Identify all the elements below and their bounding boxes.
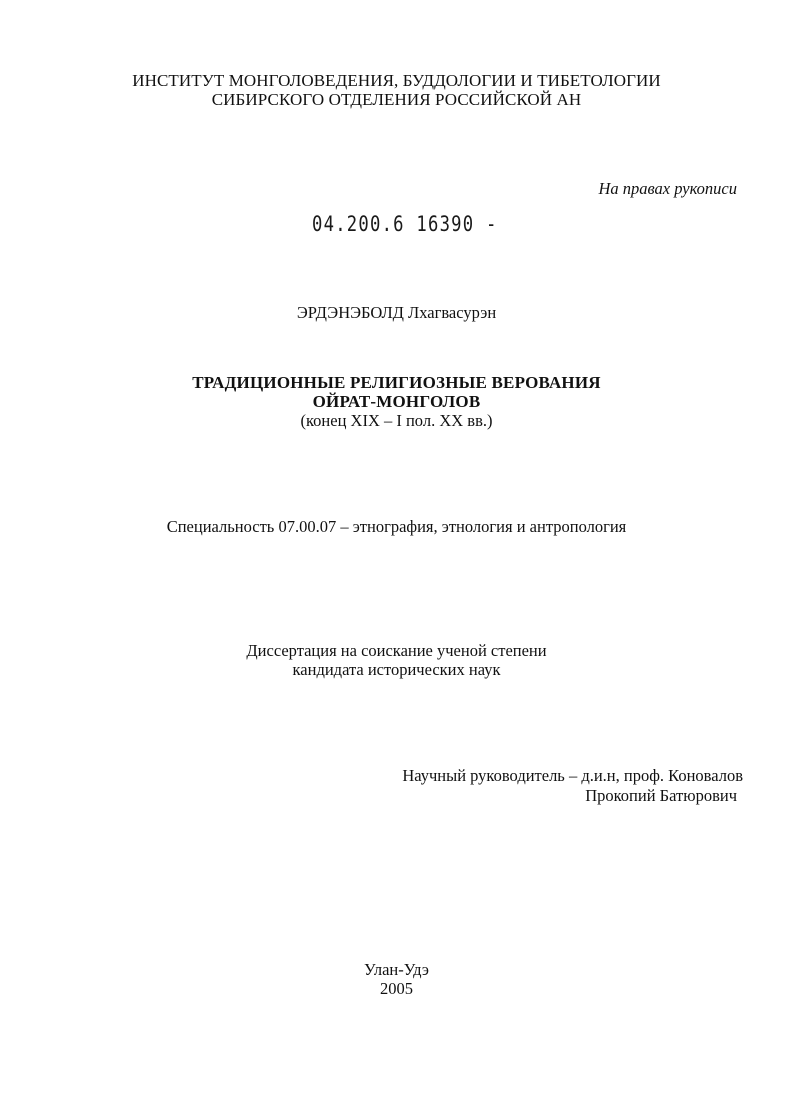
scientific-supervisor-line-1: Научный руководитель – д.и.н, проф. Коновалов [402, 766, 743, 785]
dissertation-title-line-2: ОЙРАТ-МОНГОЛОВ [312, 392, 481, 411]
dissertation-title-line-1: ТРАДИЦИОННЫЕ РЕЛИГИОЗНЫЕ ВЕРОВАНИЯ [192, 373, 601, 392]
scientific-supervisor-line-2: Прокопий Батюрович [585, 786, 737, 805]
author-name: ЭРДЭНЭБОЛД Лхагвасурэн [296, 303, 497, 322]
degree-line-1: Диссертация на соискание ученой степени [246, 641, 547, 660]
manuscript-rights-note: На правах рукописи [598, 179, 737, 198]
institute-name-line-1: ИНСТИТУТ МОНГОЛОВЕДЕНИЯ, БУДДОЛОГИИ И ТИБЕТОЛОГИИ [132, 71, 661, 90]
year: 2005 [380, 979, 413, 998]
dissertation-period: (конец XIX – I пол. XX вв.) [300, 411, 493, 430]
degree-line-2: кандидата исторических наук [292, 660, 501, 679]
city: Улан-Удэ [364, 960, 429, 979]
registration-stamp: 04.200.6 16390 - [312, 212, 498, 236]
institute-name-line-2: СИБИРСКОГО ОТДЕЛЕНИЯ РОССИЙСКОЙ АН [211, 90, 582, 109]
specialty: Специальность 07.00.07 – этнография, этнология и антропология [166, 517, 627, 536]
